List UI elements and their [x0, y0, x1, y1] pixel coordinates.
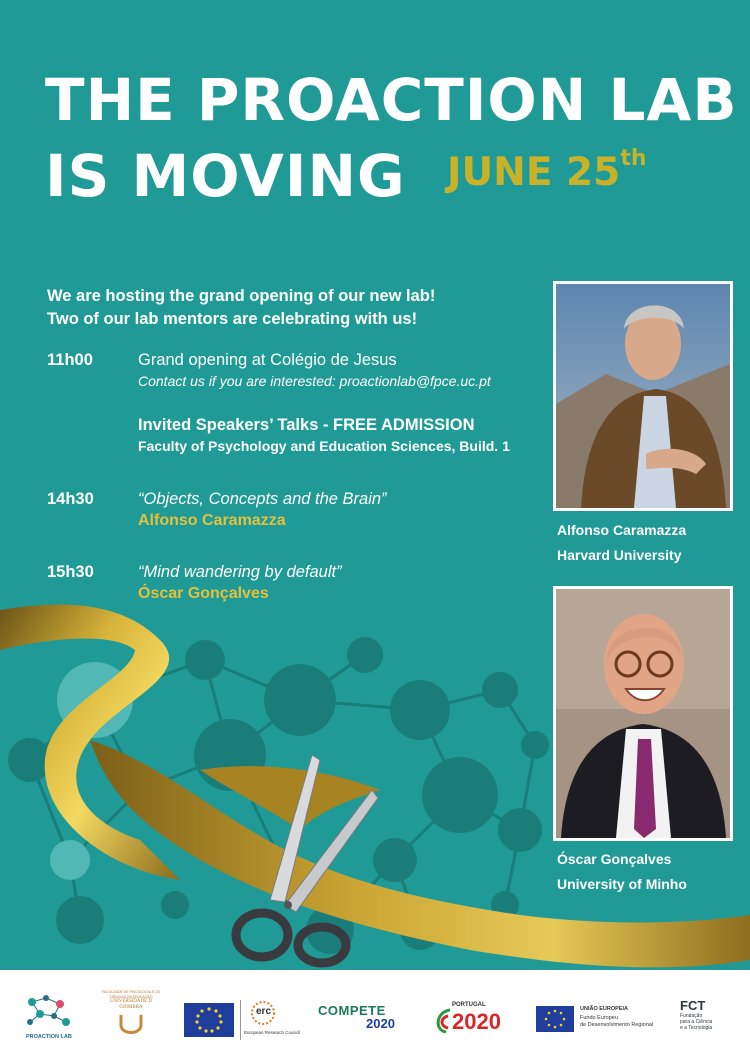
schedule-time: 11h00	[47, 351, 93, 369]
speaker-name: Alfonso Caramazza	[557, 522, 687, 538]
contact-note[interactable]: Contact us if you are interested: proactionlab@fpce.uc.pt	[138, 373, 491, 389]
talks-location: Faculty of Psychology and Education Sciences, Build. 1	[138, 438, 510, 454]
fct-line-1: Fundação	[680, 1013, 703, 1019]
speaker-photo-goncalves	[553, 586, 733, 841]
intro-line-1: We are hosting the grand opening of our new lab!	[47, 287, 436, 305]
speaker-photo-caramazza	[553, 281, 733, 511]
speaker-caption-1	[557, 518, 686, 568]
talk-speaker: Alfonso Caramazza	[138, 512, 286, 529]
portrait-goncalves-image	[556, 589, 730, 838]
fct-logo	[680, 998, 730, 1038]
fct-line-3: e a Tecnologia	[680, 1025, 713, 1031]
speaker-name: Óscar Gonçalves	[557, 851, 672, 867]
proaction-label: PROACTION LAB	[26, 1034, 72, 1040]
eu-erc-logo	[184, 1000, 301, 1042]
eu-flag-icon	[536, 1006, 574, 1032]
compete-year: 2020	[366, 1016, 395, 1031]
talk-speaker: Óscar Gonçalves	[138, 585, 269, 602]
intro-line-2: Two of our lab mentors are celebrating with us!	[47, 310, 418, 328]
ue-line-1: UNIÃO EUROPEIA	[580, 1006, 628, 1012]
coimbra-emblem-icon	[116, 1013, 146, 1035]
divider	[240, 1000, 241, 1040]
intro-text	[47, 285, 435, 331]
speaker-affiliation: Harvard University	[557, 547, 682, 563]
fct-line-2: para a Ciência	[680, 1019, 713, 1025]
speaker-caption-2	[557, 847, 687, 897]
schedule-time: 15h30	[47, 563, 94, 581]
portugal-2020-logo	[432, 1002, 512, 1038]
event-date	[447, 146, 647, 195]
sponsor-logos-bar	[0, 970, 750, 1060]
talk-title: “Mind wandering by default”	[138, 563, 342, 581]
erc-text: erc	[256, 1006, 272, 1017]
coimbra-text: UNIVERSIDADE D COIMBRA	[109, 999, 153, 1010]
proaction-lab-logo	[22, 992, 74, 1044]
proaction-network-icon	[22, 992, 74, 1028]
eu-feder-logo	[536, 1004, 656, 1036]
title-line-2: IS MOVING	[45, 142, 406, 210]
portugal-swirl-icon	[432, 1006, 454, 1036]
talks-heading: Invited Speakers’ Talks - FREE ADMISSION	[138, 416, 475, 434]
date-suffix: th	[620, 146, 647, 171]
speaker-affiliation: University of Minho	[557, 876, 687, 892]
portrait-caramazza-image	[556, 284, 730, 508]
coimbra-logo	[100, 990, 162, 1048]
portugal-year: 2020	[452, 1009, 501, 1034]
ue-line-2: Fundo Europeu	[580, 1015, 618, 1021]
erc-caption: European Research Council	[244, 1030, 301, 1035]
coimbra-faculty-text: FACULDADE DE PSICOLOGIA E DE CIÊNCIAS DA EDUCAÇÃO	[101, 990, 161, 999]
date-main: JUNE 25	[447, 150, 621, 195]
compete-2020-logo	[318, 1003, 408, 1037]
portugal-text: PORTUGAL	[452, 1002, 486, 1008]
eu-flag-icon	[184, 1003, 234, 1037]
title-line-1: THE PROACTION LAB	[45, 66, 738, 134]
compete-text: COMPETE	[318, 1003, 386, 1018]
talk-title: “Objects, Concepts and the Brain”	[138, 490, 387, 508]
schedule-time: 14h30	[47, 490, 94, 508]
fct-text: FCT	[680, 998, 706, 1013]
schedule-title: Grand opening at Colégio de Jesus	[138, 351, 397, 369]
ue-line-3: de Desenvolvimento Regional	[580, 1022, 654, 1028]
